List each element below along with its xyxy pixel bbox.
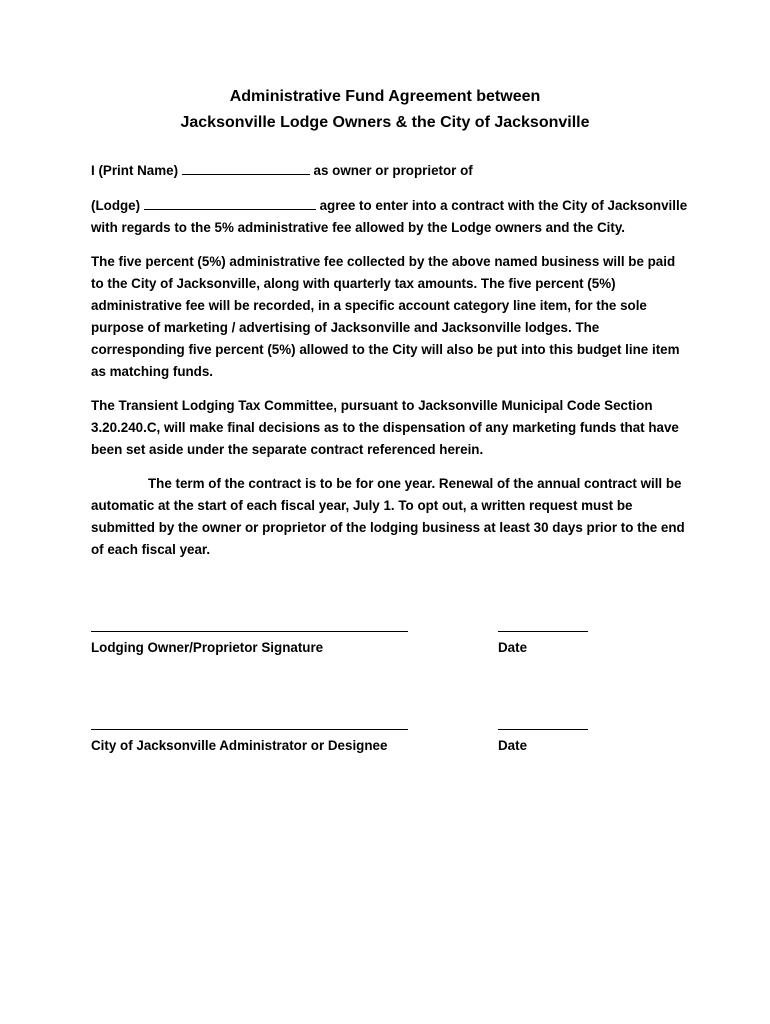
- term-paragraph: The term of the contract is to be for one year. Renewal of the annual contract will be automatic at the start of each fiscal year, July 1. To opt out, a written request must be submitted by the owner or proprietor of the lodging business at least 30 days prior to the end of each fiscal year.: [91, 476, 685, 557]
- lodge-trailing-text: agree to enter into a contract with the City of Jacksonville with regards to the 5% administrative fee allowed by the Lodge owners and the City.: [91, 198, 688, 235]
- five-percent-paragraph: The five percent (5%) administrative fee collected by the above named business will be paid to the City of Jacksonville, along with quarterly tax amounts. The five percent (5%) administrative fee will be recorded, in a specific account category line item, for the sole purpose of marketing / advertising of Jacksonville and Jacksonville lodges. The corresponding five percent (5%) allowed to the City will also be put into this budget line item as matching funds.: [91, 254, 680, 379]
- owner-date-line[interactable]: [498, 631, 588, 632]
- city-date-line[interactable]: [498, 729, 588, 730]
- city-signature-label: City of Jacksonville Administrator or Designee: [91, 738, 388, 753]
- city-signature-line[interactable]: [91, 729, 408, 730]
- document-title-line-1: Administrative Fund Agreement between: [229, 88, 541, 105]
- owner-signature-label: Lodging Owner/Proprietor Signature: [91, 640, 324, 655]
- lodge-label: (Lodge): [91, 198, 141, 213]
- print-name-blank[interactable]: [182, 161, 310, 175]
- print-name-line: [91, 160, 691, 182]
- print-name-trailing-text: as owner or proprietor of: [313, 163, 473, 178]
- document-title-line-2: Jacksonville Lodge Owners & the City of Jacksonville: [180, 114, 590, 131]
- owner-signature-line[interactable]: [91, 631, 408, 632]
- city-date-label: Date: [498, 738, 528, 753]
- lodge-name-blank[interactable]: [144, 196, 316, 210]
- print-name-label: I (Print Name): [91, 163, 179, 178]
- committee-paragraph: The Transient Lodging Tax Committee, pursuant to Jacksonville Municipal Code Section 3.20.240.C, will make final decisions as to the dispensation of any marketing funds that have been set aside under the separate contract referenced herein.: [91, 398, 679, 457]
- lodge-paragraph: [91, 195, 691, 239]
- owner-date-label: Date: [498, 640, 528, 655]
